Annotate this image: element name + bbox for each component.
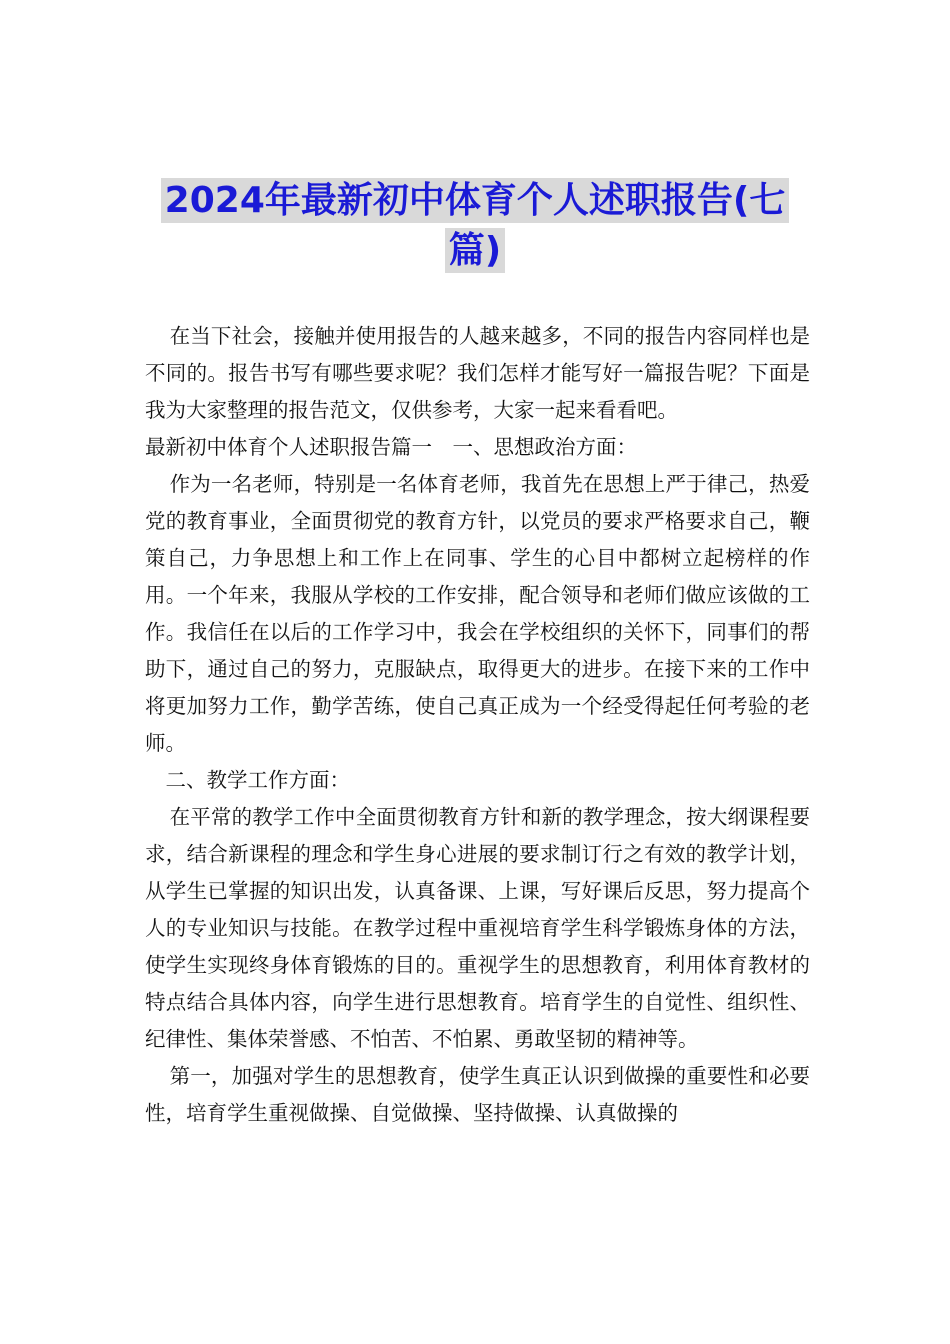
body-paragraph: 第一，加强对学生的思想教育，使学生真正认识到做操的重要性和必要性，培育学生重视做操、自觉做操、坚持做操、认真做操的 [145, 1064, 810, 1125]
document-body [145, 318, 810, 1132]
section-heading-2: 二、教学工作方面： [165, 768, 350, 792]
section-heading-1: 最新初中体育个人述职报告篇一 一、思想政治方面： [145, 435, 637, 459]
title-line-2: 篇) [445, 228, 505, 273]
intro-paragraph: 在当下社会，接触并使用报告的人越来越多，不同的报告内容同样也是不同的。报告书写有哪些要求呢？我们怎样才能写好一篇报告呢？下面是我为大家整理的报告范文，仅供参考，大家一起来看看吧。 [145, 324, 810, 422]
document-title [145, 176, 805, 276]
title-line-1: 2024年最新初中体育个人述职报告(七 [161, 178, 790, 223]
body-paragraph: 作为一名老师，特别是一名体育老师，我首先在思想上严于律己，热爱党的教育事业，全面贯彻党的教育方针，以党员的要求严格要求自己，鞭策自己，力争思想上和工作上在同事、学生的心目中都树立起榜样的作用。一个年来，我服从学校的工作安排，配合领导和老师们做应该做的工作。我信任在以后的工作学习中，我会在学校组织的关怀下，同事们的帮助下，通过自己的努力，克服缺点，取得更大的进步。在接下来的工作中将更加努力工作，勤学苦练，使自己真正成为一个经受得起任何考验的老师。 [145, 472, 810, 755]
body-paragraph: 在平常的教学工作中全面贯彻教育方针和新的教学理念，按大纲课程要求，结合新课程的理念和学生身心进展的要求制订行之有效的教学计划，从学生已掌握的知识出发，认真备课、上课，写好课后反思，努力提高个人的专业知识与技能。在教学过程中重视培育学生科学锻炼身体的方法，使学生实现终身体育锻炼的目的。重视学生的思想教育，利用体育教材的特点结合具体内容，向学生进行思想教育。培育学生的自觉性、组织性、纪律性、集体荣誉感、不怕苦、不怕累、勇敢坚韧的精神等。 [145, 805, 810, 1051]
